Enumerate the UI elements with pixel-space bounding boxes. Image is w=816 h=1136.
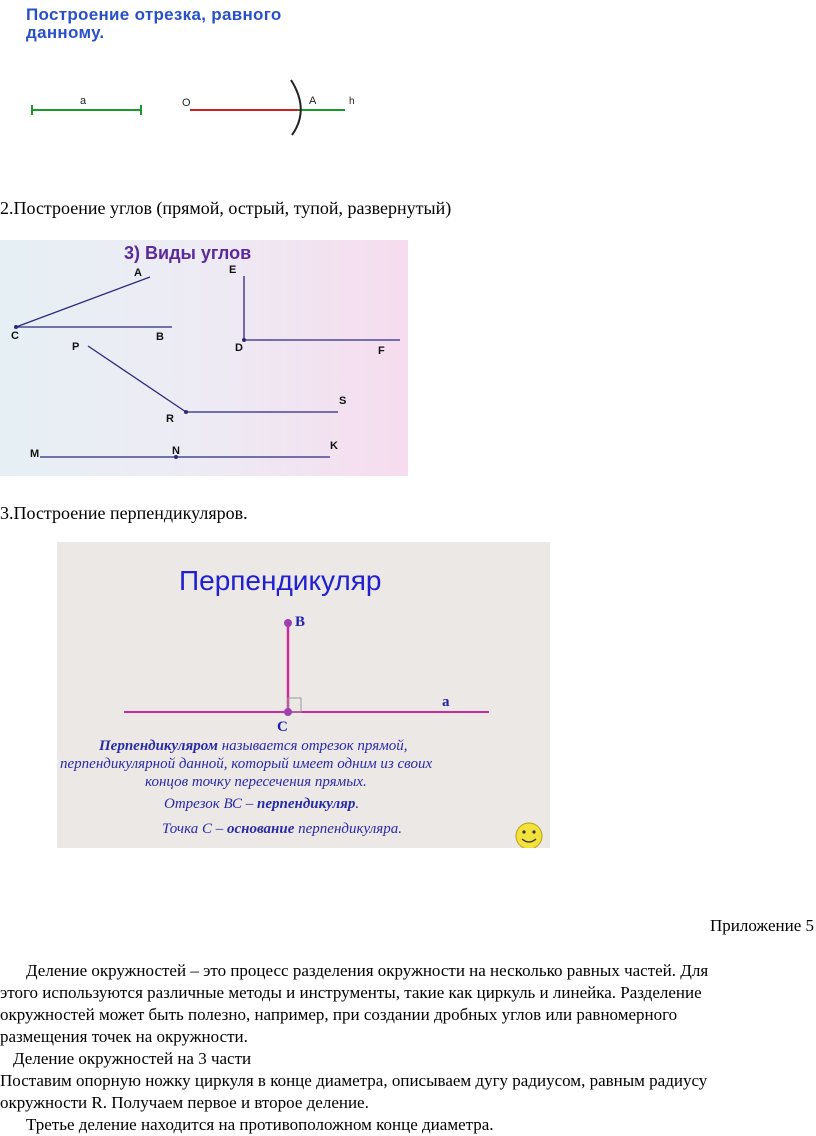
definition-line1: Перпендикуляром называется отрезок прямой, <box>99 738 408 754</box>
figure3-title: Перпендикуляр <box>179 565 382 596</box>
label-B: B <box>295 614 306 630</box>
figure-angle-types <box>0 240 408 476</box>
label-R: R <box>166 413 174 425</box>
point-B <box>284 619 292 627</box>
figure2-title: 3) Виды углов <box>124 243 252 263</box>
figure1-title: Построение отрезка, равного данному. <box>26 5 282 42</box>
paragraph-three-parts: Поставим опорную ножку циркуля в конце диаметра, описываем дугу радиусом, равным радиусу окружности R. Получаем первое и второе деление. Третье деление находится на противоположном конце диаметра. <box>0 1071 708 1134</box>
compass-arc <box>291 80 301 135</box>
heading-perpendiculars: 3.Построение перпендикуляров. <box>0 503 248 523</box>
heading-angles: 2.Построение углов (прямой, острый, тупой, развернутый) <box>0 198 452 218</box>
appendix-label: Приложение 5 <box>710 916 814 935</box>
label-S: S <box>339 395 347 407</box>
label-N: N <box>172 445 180 457</box>
label-o: O <box>182 97 191 109</box>
point-R <box>184 410 188 414</box>
label-a: a <box>80 95 87 107</box>
segment-diagram <box>0 0 380 150</box>
figure-perpendicular <box>57 542 550 848</box>
point-C <box>14 325 18 329</box>
subheading-three-parts: Деление окружностей на 3 части <box>13 1049 252 1068</box>
paragraph-circle-division: Деление окружностей – это процесс разделения окружности на несколько равных частей. Для этого используются различные методы и инструменты, такие как циркуль и линейка. Разделение окружностей может быть полезно, например, при создании дробных углов или равномерного размещения точек на окружности. <box>0 961 709 1046</box>
label-D: D <box>235 342 243 354</box>
label-E: E <box>229 264 237 276</box>
label-F: F <box>378 345 385 357</box>
point-statement: Точка С – основание перпендикуляра. <box>162 821 403 837</box>
figure-segment-construction <box>0 0 380 150</box>
definition-line3: концов точку пересечения прямых. <box>145 774 367 790</box>
label-B: B <box>156 331 164 343</box>
label-a: a <box>442 694 450 710</box>
label-P: P <box>72 341 80 353</box>
label-C: C <box>11 330 19 342</box>
label-M: M <box>30 448 40 460</box>
angles-diagram <box>0 240 408 476</box>
perpendicular-diagram <box>57 542 550 848</box>
segment-statement: Отрезок ВС – перпендикуляр. <box>164 796 360 812</box>
label-K: K <box>330 440 338 452</box>
label-A: A <box>134 267 142 279</box>
smiley-icon <box>516 823 542 848</box>
label-A: A <box>309 95 317 107</box>
label-C: C <box>277 719 288 735</box>
definition-line2: перпендикулярной данной, который имеет одним из своих <box>60 756 433 772</box>
figure2-background <box>0 240 408 476</box>
label-h: h <box>349 96 355 107</box>
point-C <box>284 708 292 716</box>
